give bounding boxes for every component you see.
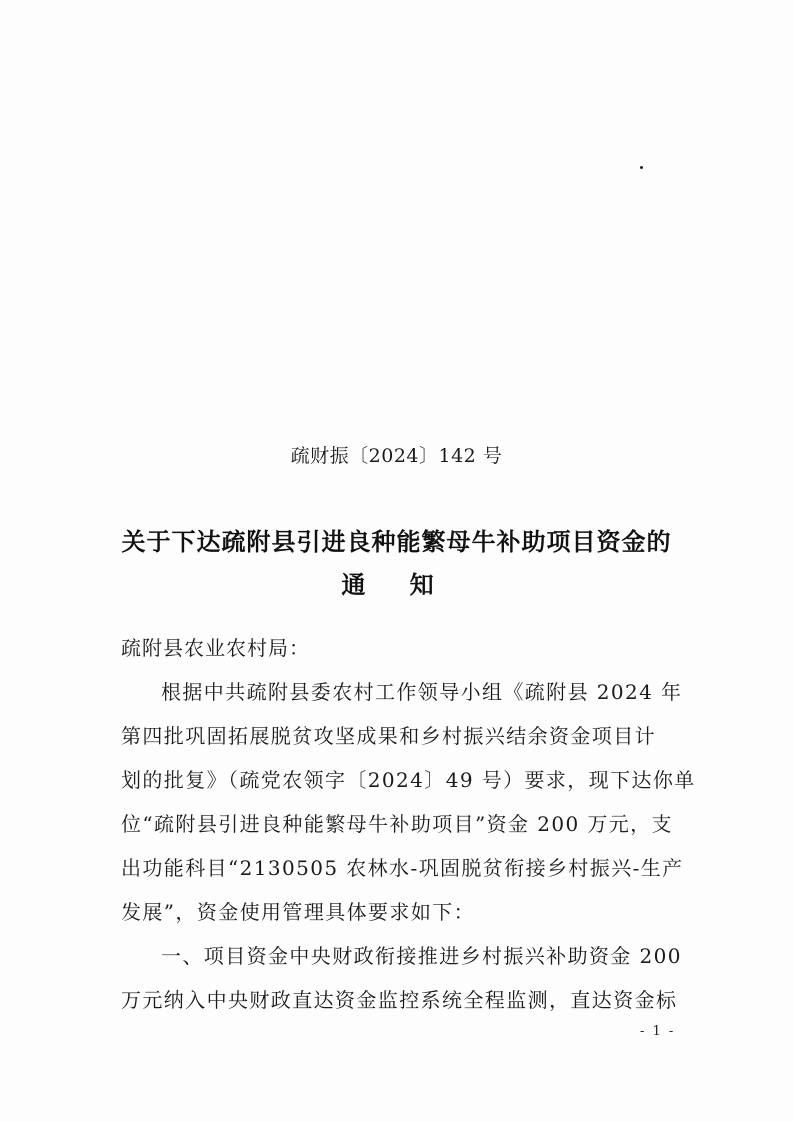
body-line: 一、项目资金中央财政衔接推进乡村振兴补助资金 200 xyxy=(161,944,682,968)
body-line: 万元纳入中央财政直达资金监控系统全程监测，直达资金标 xyxy=(121,988,678,1012)
document-title-line-2: 通 知 xyxy=(341,571,452,599)
body-line: 位“疏附县引进良种能繁母牛补助项目”资金 200 万元，支 xyxy=(121,812,673,836)
document-number: 疏财振〔2024〕142 号 xyxy=(290,445,503,467)
document-title-line-1: 关于下达疏附县引进良种能繁母牛补助项目资金的 xyxy=(121,528,672,556)
body-line: 第四批巩固拓展脱贫攻坚成果和乡村振兴结余资金项目计 xyxy=(121,724,656,748)
page-number: - 1 - xyxy=(640,1024,676,1039)
scan-speck xyxy=(640,166,643,169)
addressee: 疏附县农业农村局： xyxy=(121,636,310,660)
body-line: 出功能科目“2130505 农林水-巩固脱贫衔接乡村振兴-生产 xyxy=(121,856,684,880)
body-line: 发展”，资金使用管理具体要求如下： xyxy=(121,900,476,924)
body-line: 划的批复》（疏党农领字〔2024〕49 号）要求，现下达你单 xyxy=(121,768,696,792)
body-line: 根据中共疏附县委农村工作领导小组《疏附县 2024 年 xyxy=(161,680,683,704)
